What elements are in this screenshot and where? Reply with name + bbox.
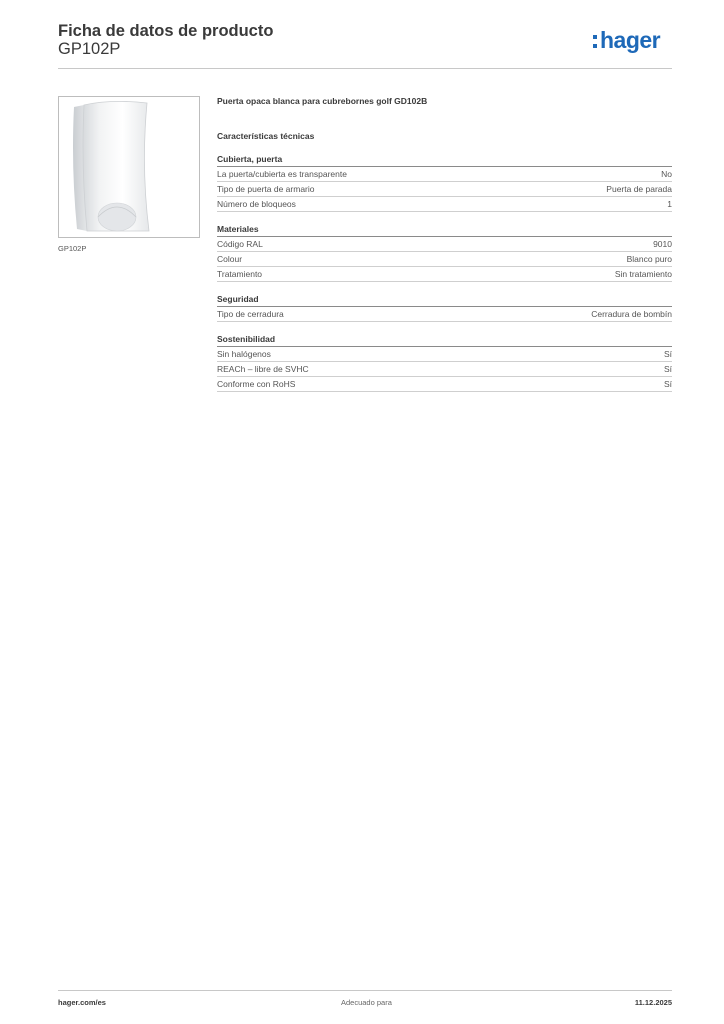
footer-note: Adecuado para (341, 998, 392, 1007)
spec-content (217, 95, 672, 392)
section-title: Sostenibilidad (217, 333, 672, 347)
spec-value: Blanco puro (626, 254, 672, 264)
spec-value: 1 (667, 199, 672, 209)
spec-value: Sí (663, 379, 672, 389)
spec-label: Tipo de puerta de armario (217, 184, 315, 194)
tech-characteristics-title: Características técnicas (217, 131, 315, 141)
spec-value: Cerradura de bombín (591, 309, 672, 319)
product-code: GP102P (58, 40, 121, 58)
spec-label: Tipo de cerradura (217, 309, 284, 319)
spec-row (217, 182, 672, 197)
spec-row (217, 347, 672, 362)
spec-label: REACh – libre de SVHC (217, 364, 309, 374)
spec-label: Número de bloqueos (217, 199, 296, 209)
spec-value: Sí (663, 364, 672, 374)
section-title: Materiales (217, 223, 672, 237)
page-title: Ficha de datos de producto (58, 22, 274, 40)
spec-label: Colour (217, 254, 243, 264)
spec-row (217, 167, 672, 182)
spec-row (217, 267, 672, 282)
section-seguridad (217, 293, 672, 322)
section-title: Seguridad (217, 293, 672, 307)
spec-label: La puerta/cubierta es transparente (217, 169, 347, 179)
product-description: Puerta opaca blanca para cubrebornes golf GD102B (217, 96, 428, 106)
svg-text:hager: hager (600, 27, 661, 53)
footer-website-link[interactable]: hager.com/es (58, 998, 106, 1007)
header-divider (58, 68, 672, 69)
footer-date: 11.12.2025 (634, 998, 672, 1007)
spec-row (217, 362, 672, 377)
section-cubierta (217, 153, 672, 212)
door-cover-illustration (59, 97, 199, 237)
spec-row (217, 252, 672, 267)
hager-logo (591, 26, 677, 58)
spec-value: Puerta de parada (606, 184, 672, 194)
image-caption: GP102P (58, 244, 87, 253)
spec-value: Sin tratamiento (614, 269, 672, 279)
section-materiales (217, 223, 672, 282)
product-image (58, 96, 200, 238)
spec-value: Sí (663, 349, 672, 359)
spec-label: Conforme con RoHS (217, 379, 296, 389)
section-title: Cubierta, puerta (217, 153, 672, 167)
spec-label: Código RAL (217, 239, 263, 249)
spec-label: Tratamiento (217, 269, 263, 279)
spec-row (217, 307, 672, 322)
section-sostenibilidad (217, 333, 672, 392)
footer-divider (58, 990, 672, 991)
spec-row (217, 197, 672, 212)
spec-row (217, 377, 672, 392)
spec-row (217, 237, 672, 252)
spec-value: 9010 (653, 239, 672, 249)
spec-value: No (661, 169, 672, 179)
spec-label: Sin halógenos (217, 349, 271, 359)
